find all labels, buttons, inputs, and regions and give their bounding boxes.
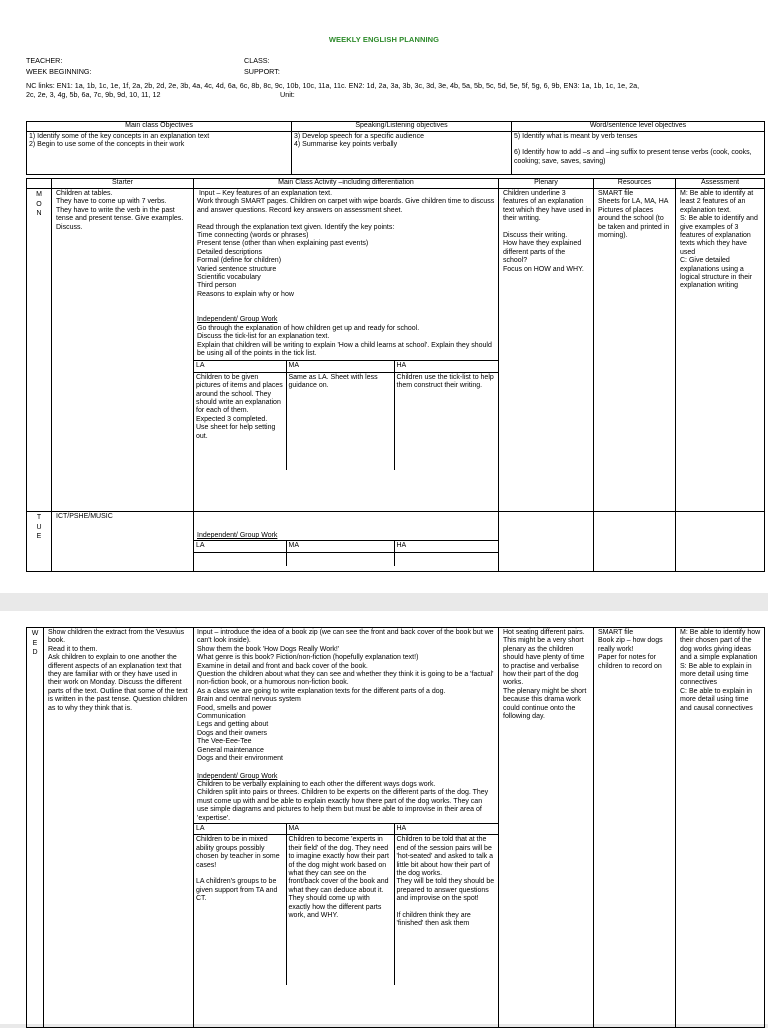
nc-links: [26, 81, 726, 99]
monday-input-text: Input – Key features of an explanation text. Work through SMART pages. Children on carpet with wipe boards. Give children time to discuss and answer questions. Record key answers on assessment sheet. Read through the explanation text given. Identify the key points: Time connecting (words or phrases) Present tense (other than when explaining past events) Detailed descriptions Formal (define for children) Varied sentence structure Scientific vocabulary Third person Reasons to explain why or how: [197, 190, 495, 298]
class-label: CLASS:: [244, 56, 270, 65]
page-title: WEEKLY ENGLISH PLANNING: [328, 35, 440, 44]
tuesday-la-label: LA: [194, 541, 286, 552]
starter-header: Starter: [52, 179, 194, 189]
word-objectives-cell: [512, 132, 765, 175]
main-objective-item: 2) Begin to use some of the concepts in their work: [29, 141, 185, 149]
wednesday-day-label: W E D: [27, 628, 44, 1028]
monday-plenary: Children underline 3 features of an explanation text which they have used in their writing. Discuss their writing. How have they explained different parts of the school? Focus on HOW and WHY.: [499, 189, 594, 512]
wednesday-ma-label: MA: [286, 823, 394, 834]
day-header: [27, 179, 52, 189]
main-activity-header: Main Class Activity –including differentiation: [194, 179, 499, 189]
wednesday-input-text: Input – introduce the idea of a book zip (we can see the front and back cover of the book but we can't look inside). Show them the book 'How Dogs Really Work!' What genre is this book? Fiction/non-fiction (hopefully explanation text!) Examine in detail and front and back cover of the book. Question the children about what they can see and whether they think it is going to be a 'factual' non-fiction book, or a humorous non-fiction book. As a class we are going to write explanation texts for the different parts of a dog. Brain and central nervous system Food, smells and power Communication Legs and getting about Dogs and their owners The Vee-Eee-Tee General maintenance Dogs and their environment: [197, 629, 494, 763]
support-label: SUPPORT:: [244, 67, 280, 76]
tuesday-ma-cell: [286, 552, 394, 566]
unit-label: Unit:: [280, 90, 295, 99]
monday-assessment: M: Be able to identify at least 2 features of an explanation text. S: Be able to identify and give examples of 3 features of explanation texts which they have used C: Give detailed explanations using a logical structure in their explanation writing: [676, 189, 765, 512]
nc-links-line-1: NC links: EN1: 1a, 1b, 1c, 1e, 1f, 2a, 2b, 2d, 2e, 3b, 4a, 4c, 4d, 6a, 6c, 8b, 8c, 9c, 10b, 10c, 11a, 11c. EN2: 1d, 2a, 3a, 3b, 3c, 3d, 3e, 4b, 5a, 5b, 5c, 5d, 5e, 5f, 5g, 6, 9b, EN3: 1a, 1b, 1c, 1e, 2a,: [26, 81, 640, 90]
tuesday-row: [27, 512, 765, 572]
main-objective-item: 1) Identify some of the key concepts in an explanation text: [29, 133, 210, 140]
monday-group-text: Go through the explanation of how children get up and ready for school. Discuss the tick-list for an explanation text. Explain that children will be writing to explain 'How a child learns at school'. Explain they should be using all of the points in the tick list.: [197, 324, 492, 357]
wednesday-group-text: Children to be verbally explaining to each other the different ways dogs work. Children split into pairs or threes. Children to be experts on the different parts of the dog. They must come up with and be able to explain exactly how there part of the dog works. They can use simple diagrams and pictures to help them but must be able to improvise in their area of 'expertise'.: [197, 780, 489, 822]
monday-ma-label: MA: [286, 361, 394, 372]
main-objectives-header: Main class Objectives: [27, 122, 292, 132]
document-page-2: [0, 611, 768, 1024]
nc-links-line-2: 2c, 2e, 3, 4g, 5b, 6a, 7c, 9b, 9d, 10, 11, 12: [26, 90, 161, 99]
speaking-objectives-header: Speaking/Listening objectives: [292, 122, 512, 132]
tuesday-la-cell: [194, 552, 286, 566]
wednesday-la-text: Children to be in mixed ability groups possibly chosen by teacher in some cases! LA children's groups to be given support from TA and CT.: [194, 835, 286, 985]
wednesday-ma-text: Children to become 'experts in their field' of the dog. They need to imagine exactly how their part of the dog might work based on what they can see on the front/back cover of the book and what they can deduce about it. They should come up with exactly how the different parts work, and WHY.: [286, 835, 394, 985]
tuesday-plenary: [499, 512, 594, 572]
speaking-objective-item: 3) Develop speech for a specific audience: [294, 133, 424, 140]
wednesday-group-heading: Independent/ Group Work: [197, 772, 278, 780]
teacher-label: TEACHER:: [26, 56, 63, 65]
planning-table: [26, 178, 765, 572]
speaking-objectives-cell: [292, 132, 512, 175]
wednesday-ha-text: Children to be told that at the end of the session pairs will be 'hot-seated' and asked to talk a little bit about how their part of the dog works. They will be told they should be prepared to answer questions and improvise on the spot! If children think they are 'finished' then ask them: [394, 835, 499, 985]
wednesday-resources: SMART file Book zip – how dogs really work! Paper for notes for children to record on: [594, 628, 676, 1028]
week-beginning-label: WEEK BEGINNING:: [26, 67, 92, 76]
word-objectives-header: Word/sentence level objectives: [512, 122, 765, 132]
tuesday-group-heading: Independent/ Group Work: [197, 532, 278, 539]
speaking-objective-item: 4) Summarise key points verbally: [294, 141, 398, 149]
tuesday-starter: ICT/PSHE/MUSIC: [52, 512, 194, 572]
tuesday-differentiation-table: [194, 540, 499, 566]
tuesday-ha-label: HA: [394, 541, 499, 552]
wednesday-plenary: Hot seating different pairs. This might be a very short plenary as the children should have plenty of time to practise and verbalise how their part of the dog works. The plenary might be short because this drama work could continue onto the following day.: [499, 628, 594, 1028]
tuesday-assessment: [676, 512, 765, 572]
tuesday-resources: [594, 512, 676, 572]
tuesday-ma-label: MA: [286, 541, 394, 552]
monday-day-label: M O N: [27, 189, 52, 512]
wednesday-row: [27, 628, 765, 1028]
monday-la-text: Children to be given pictures of items and places around the school. They should write an explanation for each of them. Expected 3 completed. Use sheet for help setting out.: [194, 372, 286, 470]
monday-ha-text: Children use the tick-list to help them construct their writing.: [394, 372, 499, 470]
monday-differentiation-table: [194, 360, 499, 470]
word-objective-item: 5) Identify what is meant by verb tenses: [514, 133, 638, 140]
monday-la-label: LA: [194, 361, 286, 372]
tuesday-main-activity: [194, 512, 499, 572]
wednesday-differentiation-table: [194, 823, 499, 985]
tuesday-ha-cell: [394, 552, 499, 566]
planning-table-continued: [26, 627, 765, 1028]
wednesday-assessment: M: Be able to identify how their chosen part of the dog works giving ideas and a simple explanation S: Be able to explain in more detail using time connectives C: Be able to explain in more detail using time and causal connectives: [676, 628, 765, 1028]
wednesday-ha-label: HA: [394, 823, 499, 834]
wednesday-main-activity: [194, 628, 499, 1028]
monday-starter: Children at tables. They have to come up with 7 verbs. They have to write the verb in the past tense and present tense. Give examples. Discuss.: [52, 189, 194, 512]
monday-main-activity: [194, 189, 499, 512]
wednesday-la-label: LA: [194, 823, 286, 834]
monday-ma-text: Same as LA. Sheet with less guidance on.: [286, 372, 394, 470]
tuesday-day-label: T U E: [27, 512, 52, 572]
plenary-header: Plenary: [499, 179, 594, 189]
monday-ha-label: HA: [394, 361, 499, 372]
monday-resources: SMART file Sheets for LA, MA, HA Pictures of places around the school (to be taken and printed in morning).: [594, 189, 676, 512]
monday-row: [27, 189, 765, 512]
objectives-table: [26, 121, 765, 175]
resources-header: Resources: [594, 179, 676, 189]
assessment-header: Assessment: [676, 179, 765, 189]
wednesday-starter: Show children the extract from the Vesuvius book. Read it to them. Ask children to explain to one another the different aspects of an explanation text that they are familiar with or they have used in their work on Monday. Discuss the different parts of the text. Outline that some of the text is written in the past tense. Question children as to why they think that is.: [44, 628, 194, 1028]
word-objective-item: 6) Identify how to add –s and –ing suffix to present tense verbs (cook, cooks, cooking; save, saves, saving): [514, 149, 752, 165]
monday-group-heading: Independent/ Group Work: [197, 316, 278, 324]
main-objectives-cell: [27, 132, 292, 175]
